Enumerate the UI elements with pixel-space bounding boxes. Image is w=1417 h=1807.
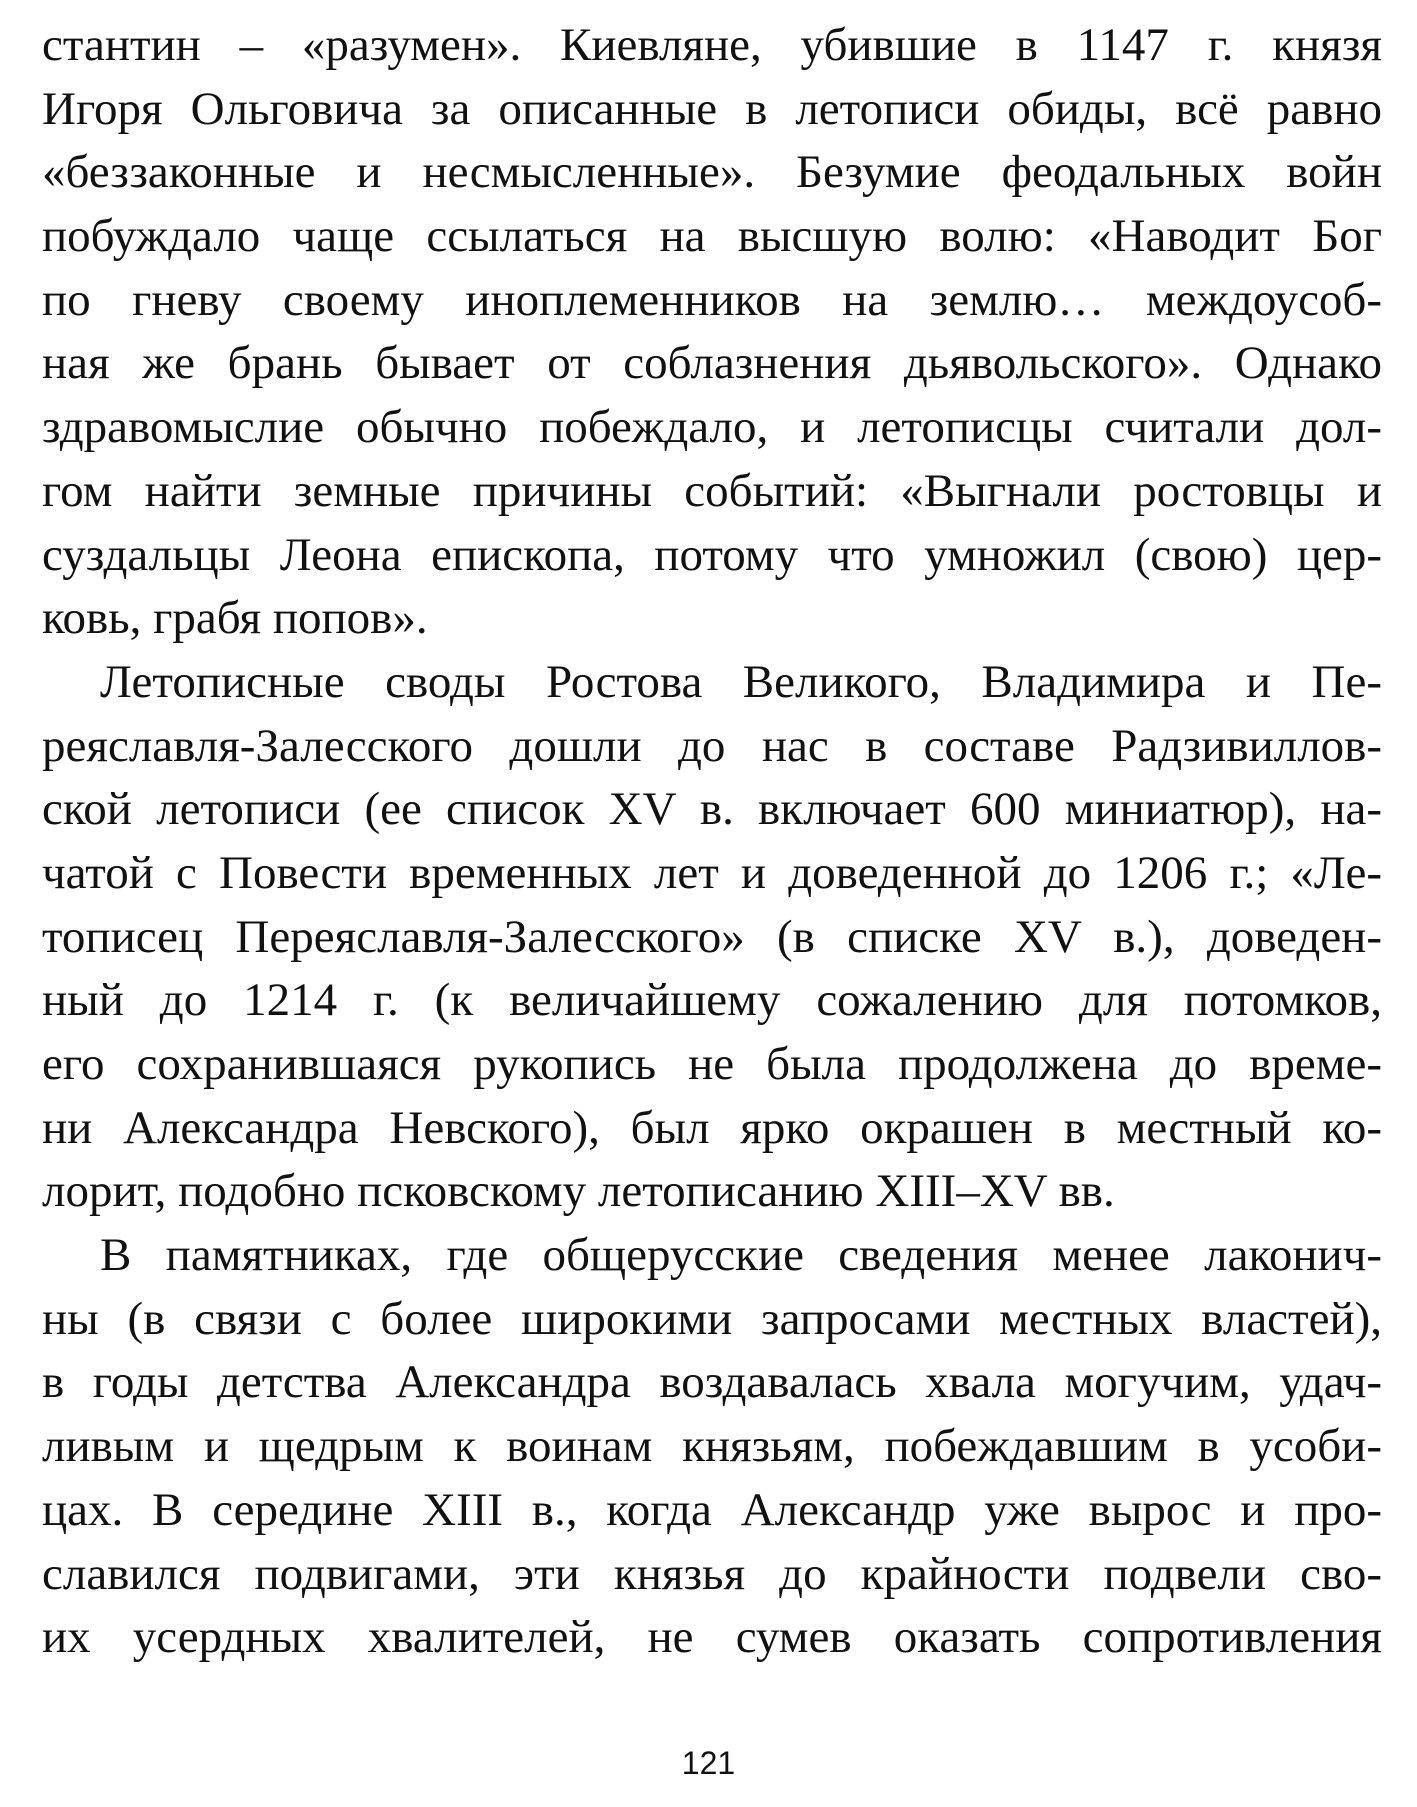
text-line: гом найти земные причины событий: «Выгнали ростовцы и (42, 464, 1382, 517)
text-line: Игоря Ольговича за описанные в летописи обиды, всё равно (42, 82, 1382, 135)
text-line: Летописные своды Ростова Великого, Владимира и Пе- (100, 655, 1382, 708)
text-line: ской летописи (ее список XV в. включает 600 миниатюр), на- (42, 783, 1382, 836)
text-line: в годы детства Александра воздавалась хвала могучим, удач- (42, 1356, 1382, 1409)
text-line: их усердных хвалителей, не сумев оказать сопротивления (42, 1611, 1382, 1664)
page-body (42, 14, 1382, 1724)
text-line: реяславля-Залесского дошли до нас в составе Радзивиллов- (42, 719, 1382, 772)
text-line: «беззаконные и несмысленные». Безумие феодальных войн (42, 146, 1382, 199)
text-line: суздальцы Леона епископа, потому что умножил (свою) цер- (42, 528, 1382, 581)
text-line: цах. В середине XIII в., когда Александр уже вырос и про- (42, 1483, 1382, 1536)
text-line: ни Александра Невского), был ярко окрашен в местный ко- (42, 1101, 1382, 1154)
text-line: побуждало чаще ссылаться на высшую волю: «Наводит Бог (42, 210, 1382, 263)
text-line: В памятниках, где общерусские сведения менее лаконич- (100, 1229, 1382, 1282)
text-line: по гневу своему иноплеменников на землю… междоусоб- (42, 273, 1382, 326)
text-line: тописец Переяславля-Залесского» (в списке XV в.), доведен- (42, 910, 1382, 963)
text-line: ны (в связи с более широкими запросами местных властей), (42, 1292, 1382, 1345)
text-line: славился подвигами, эти князья до крайности подвели сво- (42, 1547, 1382, 1600)
text-line: ливым и щедрым к воинам князьям, побеждавшим в усоби- (42, 1420, 1382, 1473)
text-line: ный до 1214 г. (к величайшему сожалению для потомков, (42, 974, 1382, 1027)
text-line: ная же брань бывает от соблазнения дьявольского». Однако (42, 337, 1382, 390)
text-line: лорит, подобно псковскому летописанию XIII–XV вв. (42, 1165, 1115, 1218)
text-line: здравомыслие обычно побеждало, и летописцы считали дол- (42, 401, 1382, 454)
text-line: ковь, грабя попов». (42, 592, 428, 645)
text-line: чатой с Повести временных лет и доведенной до 1206 г.; «Ле- (42, 846, 1382, 899)
page-number: 121 (681, 1745, 736, 1781)
text-line: его сохранившаяся рукопись не была продолжена до време- (42, 1038, 1382, 1090)
text-line: стантин – «разумен». Киевляне, убившие в 1147 г. князя (42, 19, 1382, 71)
